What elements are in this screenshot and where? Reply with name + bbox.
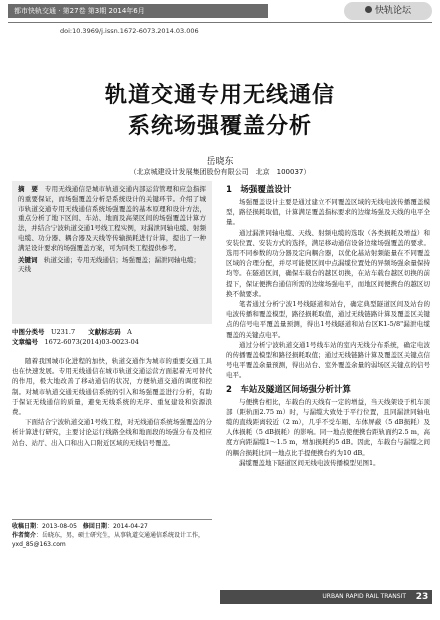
abstract <box>18 185 206 254</box>
author: 岳晓东 <box>206 157 234 167</box>
author-info-label: 作者简介 <box>12 532 37 539</box>
bullet-icon <box>365 6 372 13</box>
clc-label: 中图分类号 <box>12 328 45 336</box>
title-line-2: 系统场强覆盖分析 <box>127 114 312 139</box>
abstract-box <box>12 181 212 324</box>
article-no-label: 文章编号 <box>12 338 38 346</box>
header-divider <box>8 22 432 23</box>
body-paragraph-4: 通过分析宁波轨道交通1号线车站的室内无线分布系统，确定电波的传播覆盖模型和路径损耗取值；通过无线链路计算及覆盖区关键点信号电平覆盖余量预测，得出站台、室外覆盖余量的弱场区关键点的信号电平。 <box>226 340 430 380</box>
keywords-label: 关键词 <box>18 255 38 264</box>
intro-paragraph-2: 下面结合宁波轨道交通1号线工程，对无线通信系统场强覆盖的分析计算进行研究，主要讨论运行线路全线和地面段的场强分布及相应站台、站厅、出入口和出入口附近区域的无线信号覆盖。 <box>12 418 212 447</box>
article-no-row <box>12 337 212 347</box>
classification <box>12 327 212 347</box>
author-info-row: 作者简介：岳晓东，男，硕士研究生，从事轨道交通通信系统设计工作，yxd_85@163.com <box>12 532 205 548</box>
revised-date: 2014-04-27 <box>112 523 148 530</box>
clc-value: U231.7 <box>51 328 76 336</box>
author-info: 岳晓东，男，硕士研究生，从事轨道交通通信系统设计工作，yxd_85@163.com <box>12 532 205 548</box>
footer-bar: URBAN RAPID RAIL TRANSIT <box>220 590 432 604</box>
received-row: 收稿日期：2013-08-05 修回日期：2014-04-27 <box>12 523 148 530</box>
section-name: 快轨论坛 <box>374 6 411 16</box>
keywords <box>18 256 206 276</box>
body-paragraph-2: 通过漏泄同轴电缆、天线、射频电缆的选取（各类损耗及增益）和安装位置、安装方式的选择，满足移动通信设备边缘场强覆盖的要求。选用不同参数的功分器及定向耦合器，以优化基站射频能量在不同覆盖区域的合理分配，并尽可能使区间中点漏缆位置处的异频场强余量保持均等。在隧道区间，确保车载台的越区切换，在站车载台越区切换的前提下，保证便携台通信所需的边缘场强电平，而地区间便携台的越区切换不做要求。 <box>226 228 430 298</box>
revised-label: 修回日期 <box>82 523 107 530</box>
received-label: 收稿日期 <box>12 523 37 530</box>
abstract-label: 摘 要 <box>18 185 39 193</box>
right-column <box>226 183 430 468</box>
journal-header: 都市快轨交通 · 第27卷 第3期 2014年6月 <box>8 4 268 18</box>
clc-row <box>12 327 212 337</box>
section-badge <box>344 2 432 20</box>
received-date: 2013-08-05 <box>42 523 77 530</box>
body-paragraph-3: 笔者通过分析宁波1号线隧道和站台，确定典型隧道区间及站台的电波传播和覆盖模型，路径损耗取值，通过无线链路计算及覆盖区关键点的信号电平覆盖量预测，得出1号线隧道和站台区K1-5/8"漏泄电缆覆盖的关键点电平。 <box>226 300 430 339</box>
doc-code-value: A <box>127 328 132 336</box>
section-1-title: 1 场强覆盖设计 <box>226 185 292 195</box>
article-no-value: 1672-6073(2014)03-0023-04 <box>44 338 139 346</box>
left-column <box>12 356 212 448</box>
abstract-text: 专用无线通信是城市轨道交通内部运营管理和应急指挥的重要保证，而场强覆盖分析是系统设计的关键环节。介绍了城市轨道交通专用无线通信系统场强覆盖的基本原理和设计方法，重点分析了地下区间、车站、地面及高架区间的场强覆盖计算方法，并结合宁波轨道交通1号线工程实例，对漏泄同轴电缆、射频电缆、功分器、耦合器及天线等传输损耗进行计算，提出了一种满足设计要求的场强覆盖方案，可为同类工程提供参考。 <box>18 185 207 252</box>
page-number: 23 <box>415 592 429 602</box>
intro-paragraph-1: 随着我国城市化进程的加快，轨道交通作为城市的重要交通工具也在快速发展。专用无线通信在城市轨道交通运营方面起着无可替代的作用，极大地改善了移动通信的状况，方便轨道交通的调度和控制。对城市轨道交通无线通信系统的引入和场强覆盖进行分析，有助于保证无线通信的质量，避免无线系统的无序、重复建设和资源浪费。 <box>12 357 212 417</box>
keywords-text: 轨道交通；专用无线通信；场强覆盖；漏泄同轴电缆；天线 <box>18 255 200 274</box>
doi: doi:10.3969/j.issn.1672-6073.2014.03.006 <box>60 27 199 35</box>
footnote <box>12 522 212 549</box>
body-paragraph-6: 漏缆覆盖地下隧道区间无线电波传播模型见图1。 <box>239 458 380 467</box>
section-2-title: 2 车站及隧道区间场强分析计算 <box>226 384 351 395</box>
footnote-divider <box>12 519 212 520</box>
body-paragraph-5: 与便携台相比，车载台的天线有一定的增益，当天线架设于机车顶部（距轨面2.75 m）时，与漏缆大致处于平行位置，且同漏泄同轴电缆的直线距离较近（2 m），几乎不受车厢、车体屏蔽（5 dB损耗）及人体损耗（5 dB损耗）的影响。同一地点使便携台距轨面约2.5 m，高度方向距漏缆1～1.5 m，增加损耗约5 dB。因此，车载台与漏缆之间的耦合损耗比同一地点比手提便携台约为10 dB。 <box>226 397 430 457</box>
title-line-1: 轨道交通专用无线通信 <box>104 83 335 108</box>
doc-code-label: 文献标志码 <box>88 328 121 336</box>
body-paragraph-1: 场强覆盖设计主要是通过建立不同覆盖区域的无线电波传播覆盖模型，路径损耗取值，计算满足覆盖指标要求的边缘场强及天线的电平全量。 <box>226 198 430 227</box>
affiliation: （北京城建设计发展集团股份有限公司 北京 100037） <box>129 168 311 176</box>
